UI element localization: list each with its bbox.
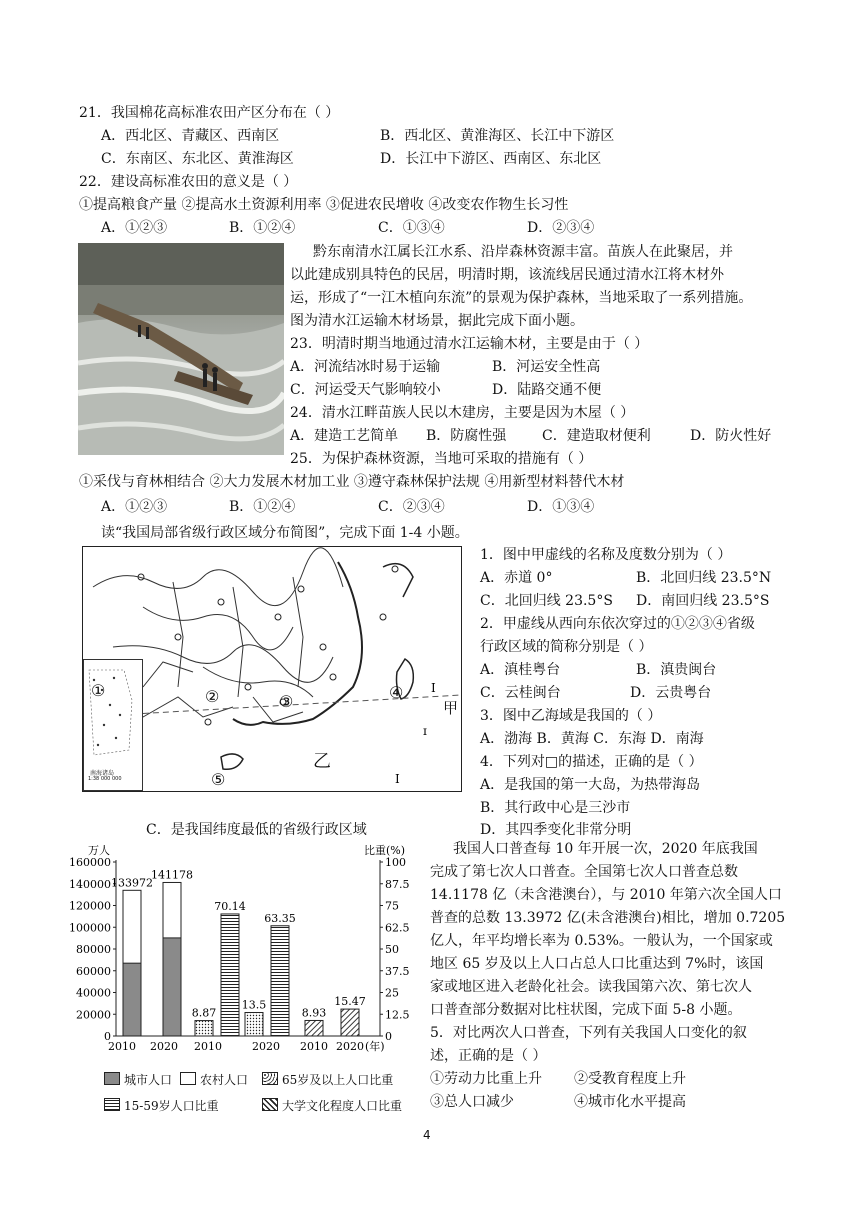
passage2-line5: 亿人，年平均增长率为 0.53%。一般认为，一个国家或 (430, 933, 773, 949)
q21-option-b: B．西北区、黄淮海区、长江中下游区 (380, 128, 615, 144)
q22-items: ①提高粮食产量 ②提高水土资源利用率 ③促进农民增收 ④改变农作物生长习性 (79, 197, 569, 213)
q23-option-c: C．河运受天气影响较小 (290, 382, 441, 398)
south-china-sea-inset (83, 659, 143, 791)
population-data-label: 133972 (111, 876, 153, 890)
q22-option-d: D．②③④ (527, 220, 595, 236)
q5-option-3: ③总人口减少 (430, 1094, 514, 1110)
census-bar-chart (60, 840, 422, 1068)
x-tick-label: 2020 (336, 1040, 364, 1053)
population-census-chart (60, 840, 422, 1068)
q4-option-b: B．其行政中心是三沙市 (480, 800, 631, 816)
q5-stem-line1: 5．对比两次人口普查，下列有关我国人口变化的叙 (430, 1025, 747, 1041)
age15-59-bar (221, 914, 239, 1036)
passage2-line6: 地区 65 岁及以上人口占总人口比重达到 7%时，该国 (430, 956, 764, 972)
q1-option-a: A．赤道 0° (480, 570, 553, 586)
q22-option-a: A．①②③ (101, 220, 168, 236)
q5-stem-line2: 述，正确的是（ ） (430, 1048, 547, 1064)
right-tick-label: 50 (385, 943, 399, 956)
q1-stem: 1．图中甲虚线的名称及度数分别为（ ） (480, 547, 732, 563)
right-tick-label: 12.5 (385, 1008, 410, 1022)
age15-59-data-label: 70.14 (214, 899, 246, 913)
legend-urban (104, 1071, 172, 1089)
map-label-4: ④ (389, 683, 404, 702)
q3-stem: 3．图中乙海域是我国的（ ） (480, 708, 662, 724)
passage1-line4: 图为清水江运输木材场景，据此完成下面小题。 (290, 313, 584, 329)
left-tick-label: 0 (104, 1030, 111, 1043)
urban-population-bar (123, 963, 141, 1036)
q21-option-a: A．西北区、青藏区、西南区 (101, 128, 280, 144)
q22-option-c: C．①③④ (378, 220, 445, 236)
passage1-line2: 以此建成别具特色的民居，明清时期，该流线居民通过清水江将木材外 (290, 267, 724, 283)
q3-options: A．渤海 B．黄海 C．东海 D．南海 (480, 731, 704, 747)
q2-option-c: C．云桂闽台 (480, 685, 561, 701)
age15-59-bar (271, 926, 289, 1036)
college-data-label: 15.47 (334, 995, 366, 1009)
left-tick-label: 160000 (69, 856, 111, 869)
q4-stem: 4．下列对□的描述，正确的是（ ） (480, 754, 703, 770)
province-map (82, 546, 462, 792)
left-tick-label: 80000 (76, 943, 111, 956)
inset-scale: 1:38 000 000 (88, 776, 122, 782)
right-tick-label: 87.5 (385, 877, 410, 891)
x-axis-unit: (年) (365, 1040, 385, 1053)
x-tick-label: 2020 (252, 1040, 280, 1053)
legend-urban-label: 城市人口 (124, 1073, 173, 1087)
x-tick-label: 2020 (150, 1040, 178, 1053)
passage2-line8: 口普查部分数据对比柱状图，完成下面 5-8 小题。 (430, 1002, 742, 1018)
age65-data-label: 8.87 (191, 1006, 217, 1020)
legend-rural-swatch (180, 1072, 196, 1085)
inset-title: 南海诸岛 (90, 770, 115, 777)
q25-option-c: C．②③④ (378, 499, 445, 515)
right-tick-label: 100 (385, 856, 406, 869)
q5-option-2: ②受教育程度上升 (574, 1071, 686, 1087)
college-bar (341, 1009, 359, 1036)
legend-rural-label: 农村人口 (200, 1073, 249, 1087)
legend-rural (180, 1071, 248, 1089)
legend-urban-swatch (104, 1072, 120, 1085)
age15-59-data-label: 63.35 (264, 911, 296, 925)
passage2-line1: 我国人口普查每 10 年开展一次，2020 年底我国 (453, 841, 758, 857)
svg-text:Ι: Ι (431, 681, 436, 695)
q2-option-b: B．滇贵闽台 (636, 662, 717, 678)
q23-option-d: D．陆路交通不便 (492, 382, 602, 398)
right-axis-label: 比重(%) (364, 844, 406, 857)
q22-stem: 22．建设高标准农田的意义是（ ） (79, 174, 298, 190)
urban-population-bar (163, 938, 181, 1036)
left-tick-label: 120000 (69, 899, 111, 913)
age65-bar (245, 1013, 263, 1036)
svg-text:ɪ: ɪ (423, 724, 427, 738)
right-tick-label: 62.5 (385, 921, 410, 935)
map-label-jia: 甲 (443, 699, 459, 717)
q2-option-d: D．云贵粤台 (630, 685, 712, 701)
q2-stem-line2: 行政区域的简称分别是（ ） (480, 639, 653, 655)
left-tick-label: 60000 (76, 964, 111, 978)
left-axis-label: 万人 (88, 844, 110, 857)
q4-option-d: D．其四季变化非常分明 (480, 822, 632, 838)
legend-age65-label: 65岁及以上人口比重 (282, 1073, 394, 1087)
q21-option-c: C．东南区、东北区、黄淮海区 (101, 151, 294, 167)
q24-stem: 24．清水江畔苗族人民以木建房，主要是因为木屋（ ） (290, 405, 635, 421)
q24-option-a: A．建造工艺简单 (290, 428, 399, 444)
legend-age15-59-swatch (104, 1098, 120, 1111)
map-intro: 读“我国局部省级行政区域分布简图”，完成下面 1-4 小题。 (101, 525, 469, 541)
legend-college-label: 大学文化程度人口比重 (282, 1099, 403, 1113)
passage2-line2: 完成了第七次人口普查。全国第七次人口普查总数 (430, 864, 738, 880)
q5-option-1: ①劳动力比重上升 (430, 1071, 542, 1087)
legend-age15-59-label: 15-59岁人口比重 (124, 1099, 219, 1113)
right-tick-label: 37.5 (385, 964, 410, 978)
q4-option-c: C．是我国纬度最低的省级行政区域 (146, 822, 367, 838)
q25-option-d: D．①③④ (527, 499, 595, 515)
q1-option-c: C．北回归线 23.5°S (480, 593, 613, 609)
map-label-yi: 乙 (313, 751, 331, 772)
q4-option-a: A．是我国的第一大岛，为热带海岛 (480, 777, 701, 793)
q1-option-b: B．北回归线 23.5°N (636, 570, 772, 586)
right-tick-label: 25 (385, 986, 399, 1000)
q25-option-b: B．①②④ (229, 499, 296, 515)
legend-age65-swatch (262, 1072, 278, 1085)
q24-option-b: B．防腐性强 (426, 428, 507, 444)
left-tick-label: 40000 (76, 986, 111, 1000)
q23-option-a: A．河流结冰时易于运输 (290, 359, 441, 375)
passage1-line1: 黔东南清水江属长江水系、沿岸森林资源丰富。苗族人在此聚居，并 (313, 244, 733, 260)
legend-age65 (262, 1071, 393, 1089)
college-data-label: 8.93 (301, 1006, 327, 1020)
q5-option-4: ④城市化水平提高 (574, 1094, 686, 1110)
x-tick-label: 2010 (194, 1040, 222, 1053)
map-label-3: ③ (279, 692, 294, 711)
right-tick-label: 0 (385, 1030, 392, 1043)
map-label-1: ① (91, 681, 106, 700)
q25-items: ①采伐与育林相结合 ②大力发展木材加工业 ③遵守森林保护法规 ④用新型材料替代木材 (79, 474, 625, 490)
q23-stem: 23．明清时期当地通过清水江运输木材，主要是由于（ ） (290, 336, 649, 352)
svg-text:Ι: Ι (395, 772, 400, 786)
q23-option-b: B．河运安全性高 (492, 359, 601, 375)
q25-option-a: A．①②③ (101, 499, 168, 515)
passage2-line7: 家或地区进入老龄化社会。读我国第六次、第七次人 (430, 979, 752, 995)
map-label-2: ② (205, 687, 220, 706)
legend-age15-59 (104, 1097, 219, 1115)
q24-option-c: C．建造取材便利 (542, 428, 651, 444)
x-tick-label: 2010 (300, 1040, 328, 1053)
q1-option-d: D．南回归线 23.5°S (636, 593, 770, 609)
river-timber-photo (78, 243, 284, 455)
q2-option-a: A．滇桂粤台 (480, 662, 561, 678)
left-tick-label: 140000 (69, 877, 111, 891)
passage2-line4: 普查的总数 13.3972 亿(未含港澳台)相比，增加 0.7205 (430, 910, 786, 926)
age65-bar (195, 1021, 213, 1036)
map-label-5: ⑤ (211, 770, 226, 789)
legend-college-swatch (262, 1098, 278, 1111)
x-tick-label: 2010 (108, 1040, 136, 1053)
q24-option-d: D．防火性好 (690, 428, 772, 444)
left-tick-label: 100000 (69, 921, 111, 935)
legend-college (262, 1097, 402, 1115)
q25-stem: 25．为保护森林资源，当地可采取的措施有（ ） (290, 451, 593, 467)
q2-stem-line1: 2．甲虚线从西向东依次穿过的①②③④省级 (480, 616, 755, 632)
q21-stem: 21．我国棉花高标准农田产区分布在（ ） (79, 105, 340, 121)
passage2-line3: 14.1178 亿（未含港澳台），与 2010 年第六次全国人口 (430, 887, 782, 903)
q22-option-b: B．①②④ (229, 220, 296, 236)
right-tick-label: 75 (385, 899, 399, 913)
left-tick-label: 20000 (76, 1008, 111, 1022)
college-bar (305, 1020, 323, 1036)
population-data-label: 141178 (151, 868, 193, 882)
q21-option-d: D．长江中下游区、西南区、东北区 (380, 151, 602, 167)
age65-data-label: 13.5 (241, 998, 267, 1012)
page-number: 4 (423, 1128, 431, 1142)
passage1-line3: 运，形成了“一江木植向东流”的景观为保护森林，当地采取了一系列措施。 (290, 290, 753, 306)
